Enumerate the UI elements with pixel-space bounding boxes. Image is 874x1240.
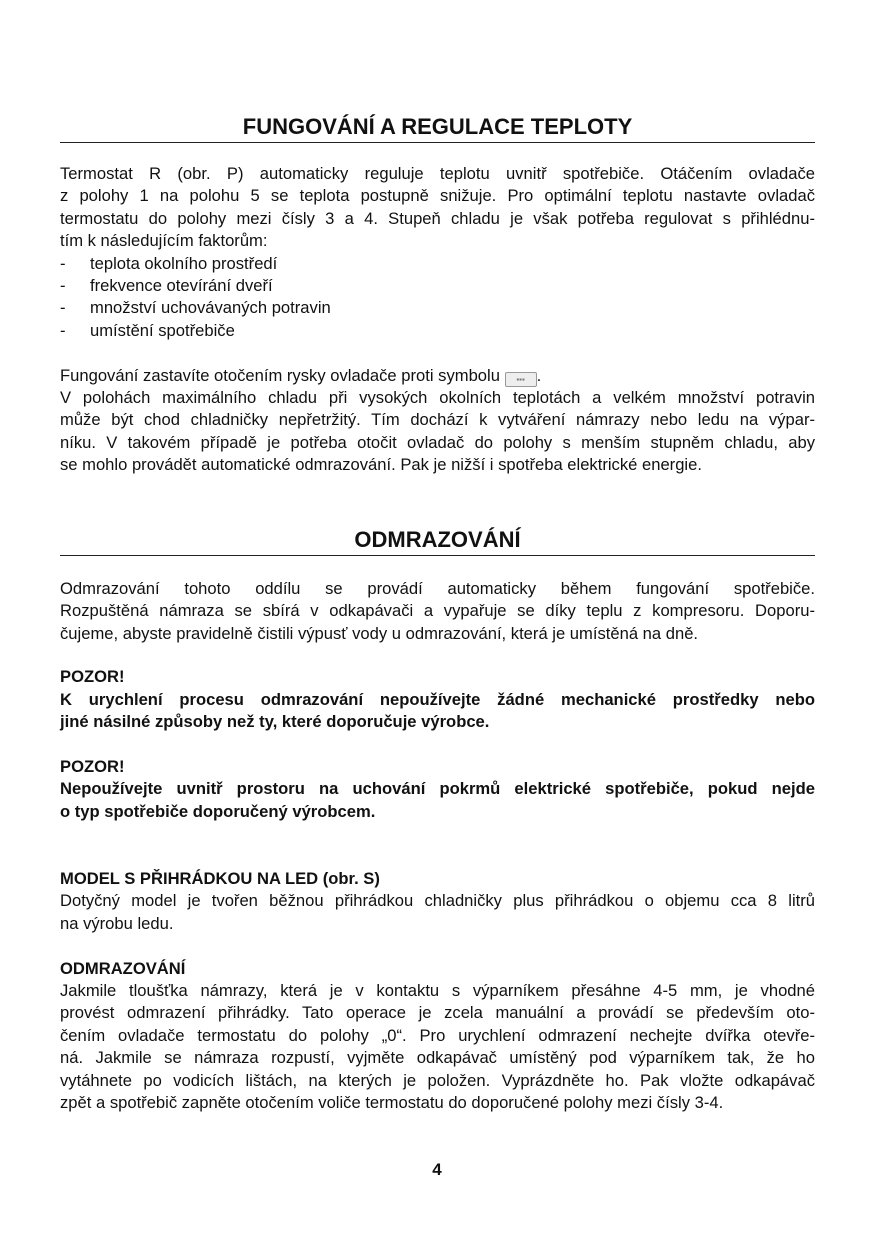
text-line: V polohách maximálního chladu při vysokých okolních teplotách a velkém množství potravin: [60, 388, 815, 408]
warning-title: POZOR!: [60, 667, 125, 687]
text-line: čením ovladače termostatu do polohy „0“. Pro urychlení odmrazení nechejte dvířka otevře-: [60, 1025, 815, 1045]
stop-instruction: [60, 365, 815, 387]
section-title-temperature: FUNGOVÁNÍ A REGULACE TEPLOTY: [60, 114, 815, 143]
text-line: provést odmrazení přihrádky. Tato operace je zcela manuální a provádí se především oto-: [60, 1003, 815, 1023]
list-marker: -: [60, 320, 66, 340]
text-line: se mohlo provádět automatické odmrazování. Pak je nižší i spotřeba elektrické energie.: [60, 455, 702, 475]
page-number: 4: [432, 1160, 442, 1179]
text: Fungování zastavíte otočením rysky ovladače proti symbolu: [60, 365, 500, 385]
list-item: [60, 253, 815, 275]
text-line: z polohy 1 na polohu 5 se teplota postupně snižuje. Pro optimální teplotu nastavte ovladač: [60, 186, 815, 206]
text-line: čujeme, abyste pravidelně čistili výpusť vody u odmrazování, která je umístěná na dně.: [60, 623, 699, 643]
temperature-intro: [60, 163, 815, 477]
list-marker: -: [60, 276, 66, 296]
list-marker: -: [60, 298, 66, 318]
text-line: Dotyčný model je tvořen běžnou přihrádkou chladničky plus přihrádkou o objemu cca 8 litrů: [60, 891, 815, 911]
list-item-text: umístění spotřebiče: [90, 320, 235, 340]
defrosting-section: [60, 578, 815, 1115]
text-line: zpět a spotřebič zapněte otočením voliče termostatu do doporučené polohy mezi čísly 3-4.: [60, 1093, 724, 1113]
off-symbol-icon: ▪▪▪: [505, 372, 537, 387]
text-line: ná. Jakmile se námraza rozpustí, vyjměte odkapávač umístěný pod výparníkem tak, že ho: [60, 1048, 815, 1068]
list-item-text: frekvence otevírání dveří: [90, 276, 273, 296]
text-line: Jakmile tloušťka námrazy, která je v kontaktu s výparníkem přesáhne 4-5 mm, je vhodné: [60, 981, 815, 1001]
list-marker: -: [60, 253, 66, 273]
text: .: [536, 365, 542, 385]
text-line: Rozpuštěná námraza se sbírá v odkapávači a vypařuje se díky teplu z kompresoru. Doporu-: [60, 601, 815, 621]
list-item: [60, 297, 815, 319]
list-item-text: množství uchovávaných potravin: [90, 298, 331, 318]
text-line: vytáhnete po vodicích lištách, na kterých je položen. Vyprázdněte ho. Pak vložte odkapávač: [60, 1070, 815, 1090]
list-item: [60, 275, 815, 297]
section-title-defrosting: ODMRAZOVÁNÍ: [60, 527, 815, 556]
model-title: MODEL S PŘIHRÁDKOU NA LED (obr. S): [60, 869, 380, 889]
warning-line: K urychlení procesu odmrazování nepoužívejte žádné mechanické prostředky nebo: [60, 689, 815, 709]
text-line: tím k následujícím faktorům:: [60, 231, 268, 251]
text-line: Termostat R (obr. P) automaticky reguluje teplotu uvnitř spotřebiče. Otáčením ovladače: [60, 164, 815, 183]
list-item: [60, 320, 815, 342]
text-line: na výrobu ledu.: [60, 913, 174, 933]
text-line: níku. V takovém případě je potřeba otočit ovladač do polohy s menším stupněm chladu, aby: [60, 432, 815, 452]
text-line: Odmrazování tohoto oddílu se provádí automaticky během fungování spotřebiče.: [60, 579, 815, 598]
list-item-text: teplota okolního prostředí: [90, 253, 278, 273]
warning-title: POZOR!: [60, 756, 125, 776]
warning-line: Nepoužívejte uvnitř prostoru na uchování pokrmů elektrické spotřebiče, pokud nejde: [60, 779, 815, 799]
warning-line: jiné násilné způsoby než ty, které doporučuje výrobce.: [60, 712, 490, 732]
defrost-title: ODMRAZOVÁNÍ: [60, 958, 186, 978]
text-line: může být chod chladničky nepřetržitý. Tím dochází k vytváření námrazy nebo ledu na výpar-: [60, 410, 815, 430]
text-line: termostatu do polohy mezi čísly 3 a 4. Stupeň chladu je však potřeba regulovat s přihlédnu-: [60, 208, 815, 228]
warning-line: o typ spotřebiče doporučený výrobcem.: [60, 801, 376, 821]
